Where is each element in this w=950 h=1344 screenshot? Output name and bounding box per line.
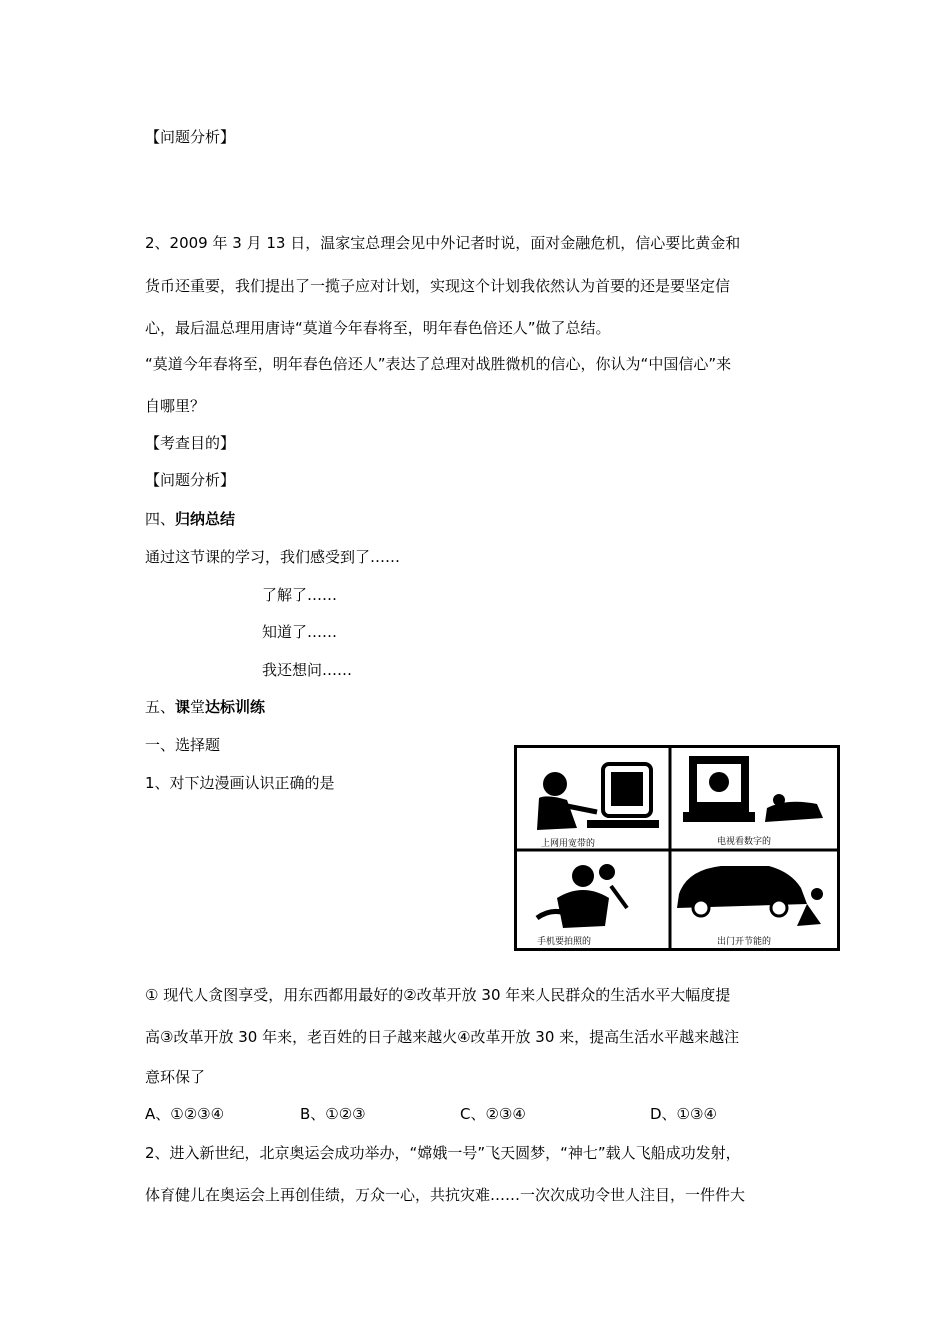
summary-intro: 通过这节课的学习，我们感受到了…… (145, 548, 401, 566)
option-b: B、①②③ (300, 1105, 366, 1123)
question-1-statements: 高③改革开放 30 年来，老百姓的日子越来越火④改革开放 30 来，提高生活水平越来越注 (145, 1028, 740, 1046)
section-title: 归纳总结 (175, 510, 236, 528)
panel-1-caption: 上网用宽带的 (541, 839, 596, 849)
question-1-statements: 意环保了 (145, 1068, 206, 1086)
summary-item: 了解了…… (262, 586, 338, 604)
option-c: C、②③④ (460, 1105, 526, 1123)
panel-2-caption: 电视看数字的 (717, 837, 772, 847)
paragraph-line: 自哪里？ (145, 397, 206, 415)
exam-purpose-heading: 【考查目的】 (145, 434, 236, 452)
paragraph-line: 心，最后温总理用唐诗“莫道今年春将至，明年春色倍还人”做了总结。 (145, 319, 611, 337)
panel-4-caption: 出门开节能的 (717, 937, 772, 947)
summary-item: 我还想问…… (262, 661, 353, 679)
paragraph-line: 2、2009 年 3 月 13 日，温家宝总理会见中外记者时说，面对金融危机，信心要比黄金和 (145, 234, 741, 252)
question-2-stem: 体育健儿在奥运会上再创佳绩，万众一心，共抗灾难……一次次成功令世人注目，一件件大 (145, 1186, 746, 1204)
tv-viewer-drawing (683, 756, 823, 822)
computer-user-drawing (537, 764, 659, 830)
option-d: D、①③④ (650, 1105, 717, 1123)
car-drawing (677, 866, 823, 926)
section-title-part: 达标训练 (205, 698, 266, 716)
summary-item: 知道了…… (262, 623, 338, 641)
question-analysis-heading-1: 【问题分析】 (145, 128, 236, 146)
option-a: A、①②③④ (145, 1105, 225, 1123)
question-1-stem: 1、对下边漫画认识正确的是 (145, 774, 335, 792)
section-heading-summary (145, 509, 235, 529)
paragraph-line: “莫道今年春将至，明年春色倍还人”表达了总理对战胜微机的信心，你认为“中国信心”来 (145, 355, 732, 373)
section-number: 四、 (145, 510, 176, 528)
phone-users-drawing (537, 864, 627, 928)
section-heading-practice (145, 697, 265, 717)
section-title-part: 课 (175, 698, 191, 716)
section-title-part: 堂 (190, 698, 206, 716)
paragraph-line: 货币还重要，我们提出了一揽子应对计划，实现这个计划我依然认为首要的还是要坚定信 (145, 277, 731, 295)
cartoon-image (514, 745, 840, 951)
choice-section-heading: 一、选择题 (145, 736, 221, 754)
section-number: 五、 (145, 698, 176, 716)
question-2-stem: 2、进入新世纪，北京奥运会成功举办，“嫦娥一号”飞天圆梦，“神七”载人飞船成功发射， (145, 1144, 741, 1162)
panel-3-caption: 手机要拍照的 (537, 937, 592, 947)
question-analysis-heading-2: 【问题分析】 (145, 471, 236, 489)
question-1-statements: ① 现代人贪图享受，用东西都用最好的②改革开放 30 年来人民群众的生活水平大幅度提 (145, 986, 731, 1004)
